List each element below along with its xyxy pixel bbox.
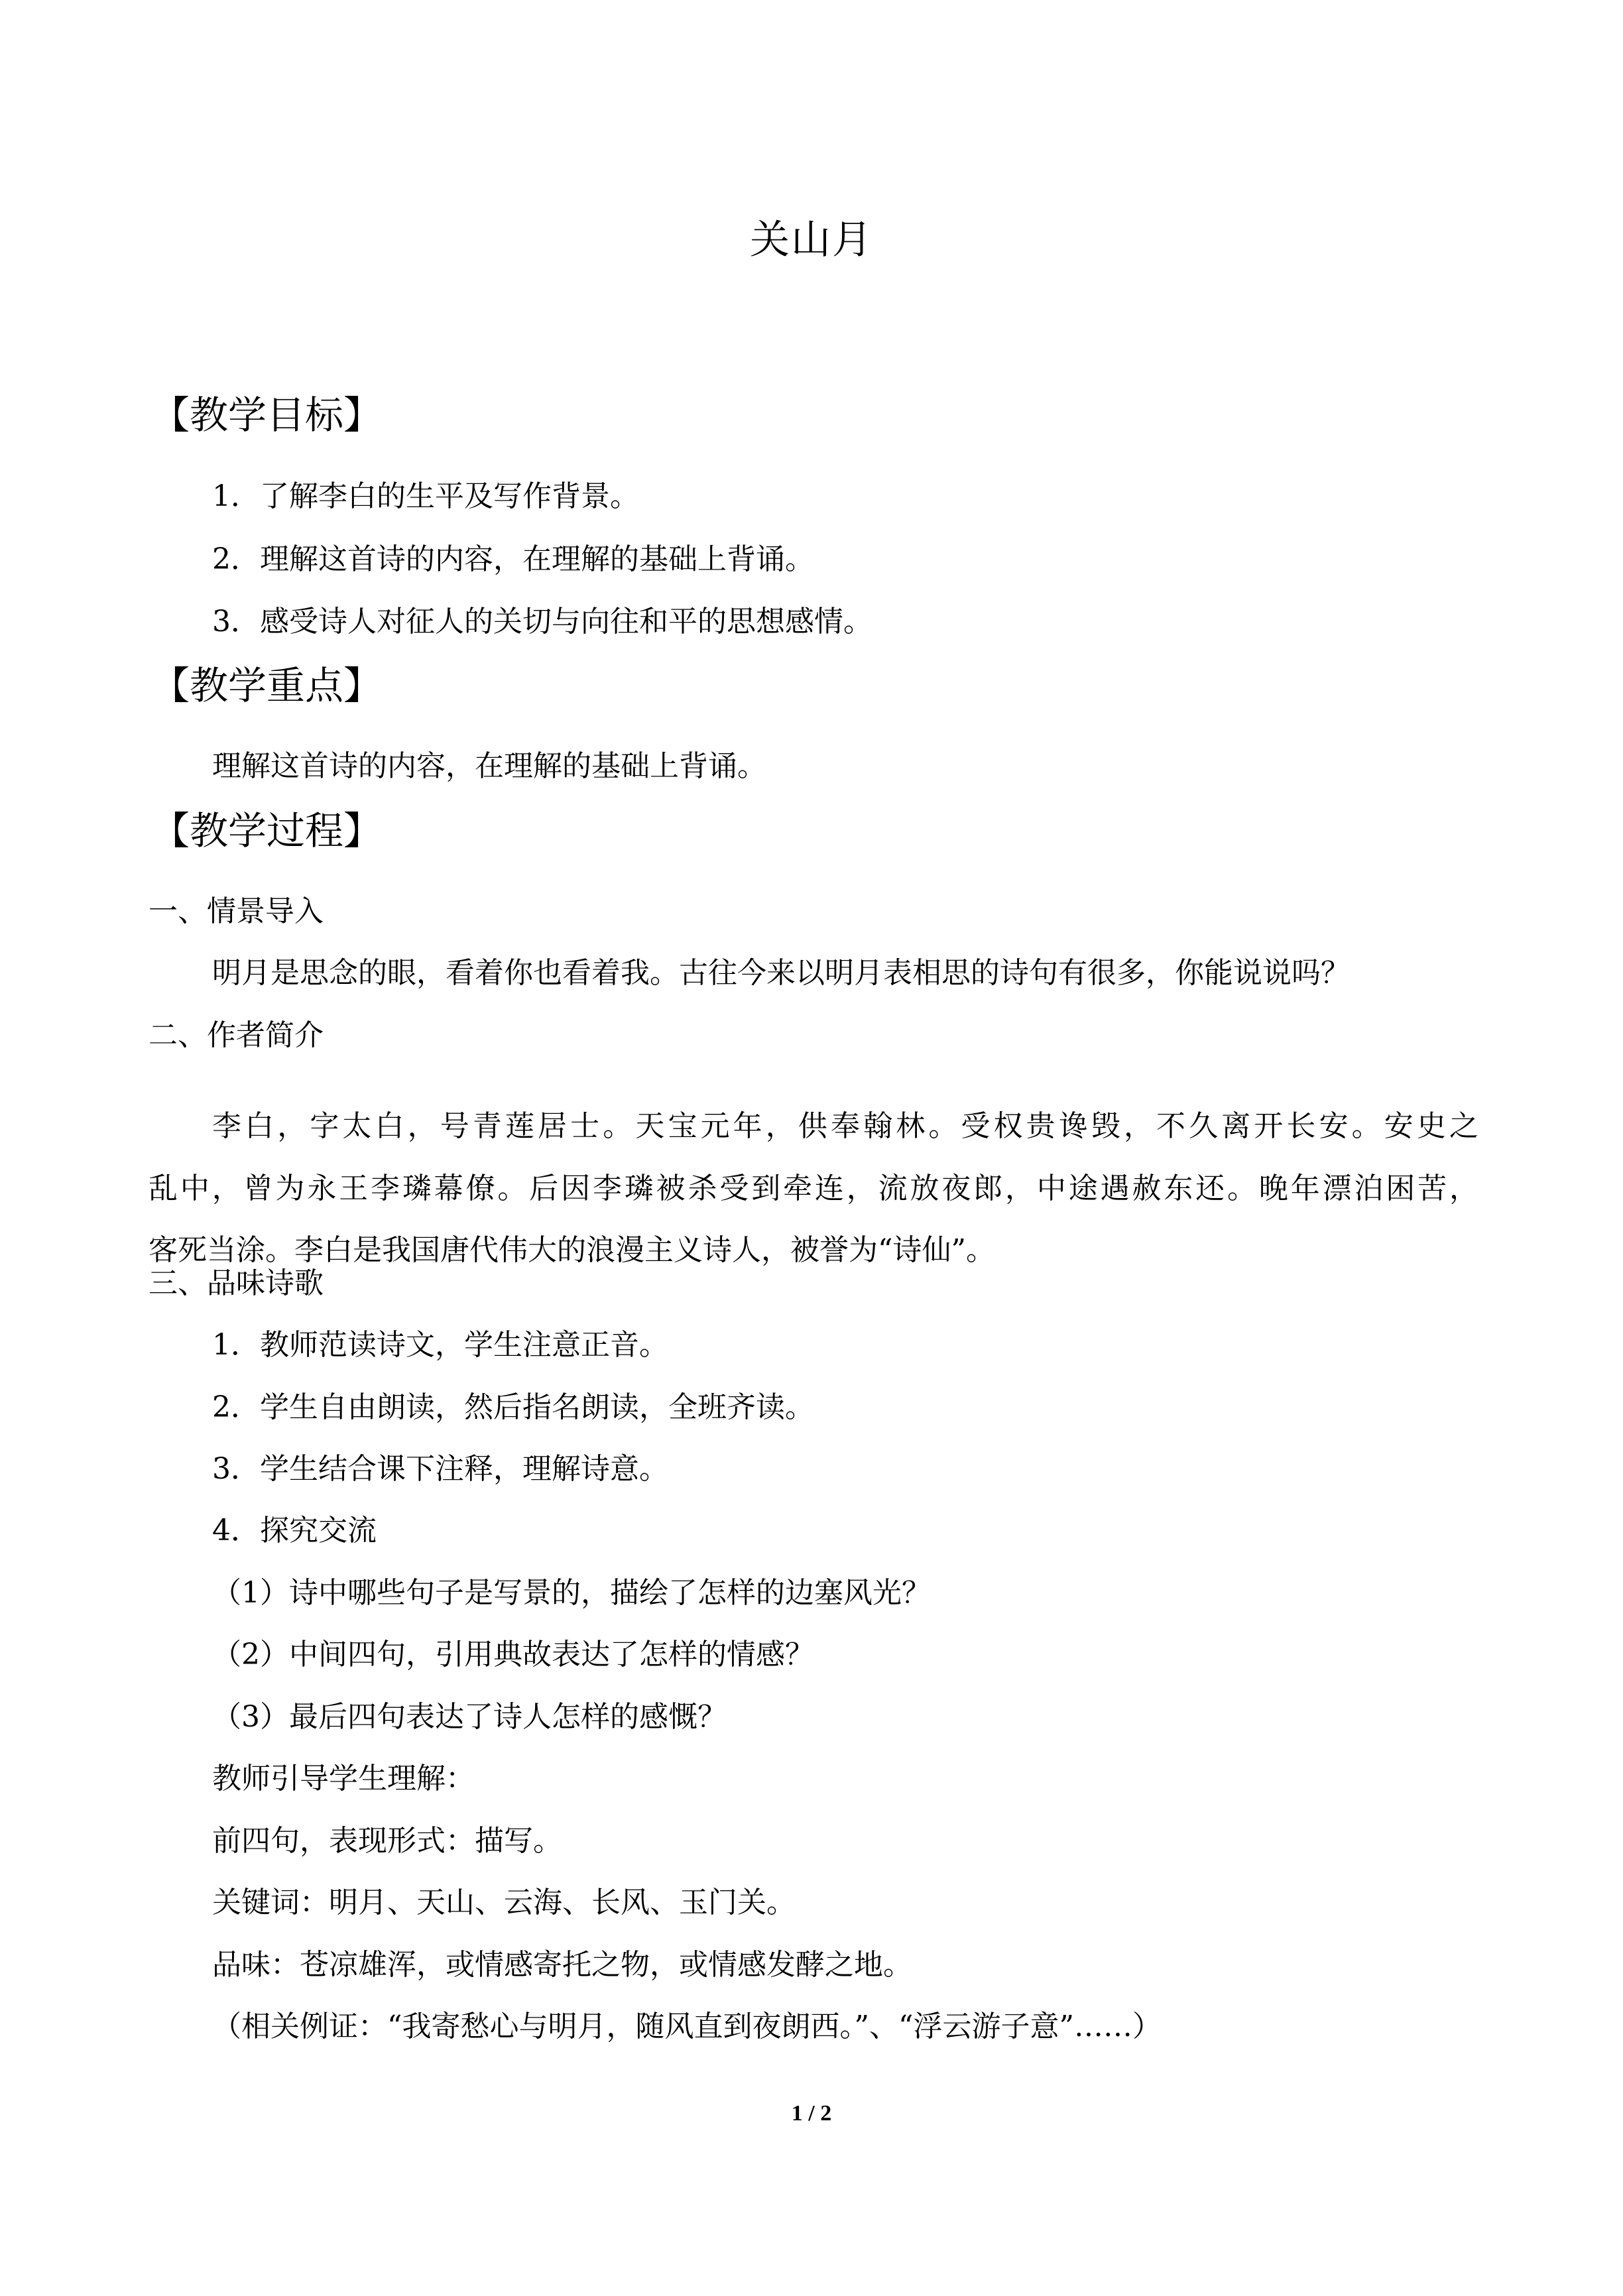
objective-item-3: 3．感受诗人对征人的关切与向往和平的思想感情。: [212, 605, 872, 638]
part2-line-2: 乱中，曾为永王李璘幕僚。后因李璘被杀受到牵连，流放夜郎，中途遇赦东还。晚年漂泊困苦，: [149, 1172, 1478, 1205]
guide-line-4: 品味：苍凉雄浑，或情感寄托之物，或情感发酵之地。: [212, 1948, 912, 1982]
process-heading: 【教学过程】: [151, 808, 383, 853]
part1-title: 一、情景导入: [149, 894, 324, 928]
page-title: 关山月: [750, 217, 873, 263]
part3-step-4: 4．探究交流: [212, 1514, 377, 1547]
part3-title: 三、品味诗歌: [149, 1266, 324, 1300]
objective-item-1: 1．了解李白的生平及写作背景。: [212, 479, 639, 513]
objective-item-2: 2．理解这首诗的内容，在理解的基础上背诵。: [212, 542, 814, 576]
part3-step-1: 1．教师范读诗文，学生注意正音。: [212, 1328, 668, 1362]
focus-text: 理解这首诗的内容，在理解的基础上背诵。: [212, 749, 766, 783]
page-number: 1 / 2: [791, 2101, 832, 2126]
focus-heading: 【教学重点】: [151, 663, 383, 708]
part2-line-3: 客死当涂。李白是我国唐代伟大的浪漫主义诗人，被誉为“诗仙”。: [149, 1233, 995, 1267]
question-1: （1）诗中哪些句子是写景的，描绘了怎样的边塞风光？: [212, 1576, 931, 1610]
part1-text: 明月是思念的眼，看着你也看着我。古往今来以明月表相思的诗句有很多，你能说说吗？: [212, 956, 1350, 990]
guide-line-5: （相关例证：“我寄愁心与明月，随风直到夜朗西。”、“浮云游子意”……）: [212, 2010, 1162, 2043]
part2-title: 二、作者简介: [149, 1018, 324, 1052]
guide-line-2: 前四句，表现形式：描写。: [212, 1824, 562, 1858]
objectives-heading: 【教学目标】: [151, 393, 383, 438]
question-2: （2）中间四句，引用典故表达了怎样的情感？: [212, 1638, 814, 1671]
guide-line-1: 教师引导学生理解：: [212, 1762, 475, 1795]
question-3: （3）最后四句表达了诗人怎样的感慨？: [212, 1700, 727, 1734]
part3-step-3: 3．学生结合课下注释，理解诗意。: [212, 1452, 668, 1486]
part2-line-1: 李白，字太白，号青莲居士。天宝元年，供奉翰林。受权贵谗毁，不久离开长安。安史之: [212, 1109, 1478, 1143]
part3-step-2: 2．学生自由朗读，然后指名朗读，全班齐读。: [212, 1390, 814, 1424]
guide-line-3: 关键词：明月、天山、云海、长风、玉门关。: [212, 1886, 796, 1919]
